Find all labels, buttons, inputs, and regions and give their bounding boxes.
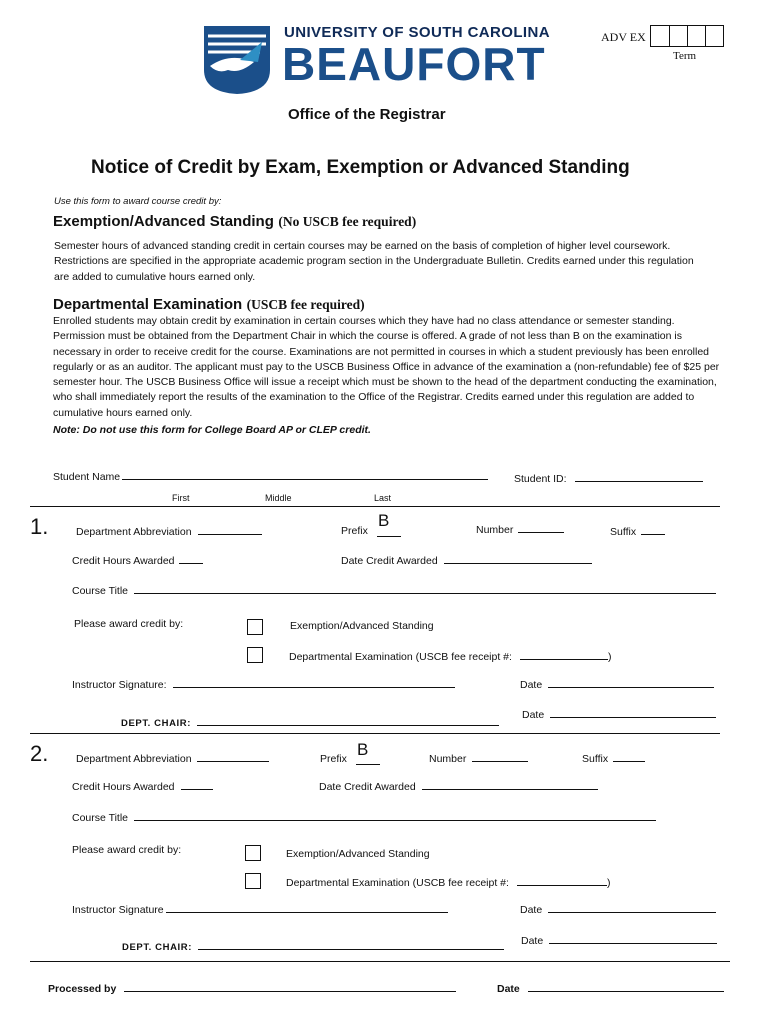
course2-prefix-field[interactable] — [356, 764, 380, 765]
course2-credit-hours: Credit Hours Awarded — [72, 781, 213, 793]
first-label: First — [172, 493, 190, 503]
exemption-body: Semester hours of advanced standing credit in certain courses may be earned on the basis of completion of higher level coursework. Restrictions are specified in the appropriate academic program section in the Undergraduate Bulletin. Credits earned under this regulation are added to cumulative hours earned only. — [54, 240, 694, 283]
course1-chair-date-field[interactable] — [550, 717, 716, 718]
course2-number-field[interactable] — [472, 761, 528, 762]
course1-dept-abbrev: Department Abbreviation — [76, 526, 262, 538]
processed-by-field[interactable] — [124, 991, 456, 992]
course2-prefix: Prefix — [320, 753, 347, 765]
course1-prefix: Prefix — [341, 525, 368, 537]
course2-number-label: Number — [429, 753, 528, 765]
course1-exemption-option: Exemption/Advanced Standing — [290, 620, 434, 632]
exemption-heading — [53, 213, 416, 231]
departmental-heading-text: Departmental Examination — [53, 296, 243, 313]
course2-exemption-checkbox[interactable] — [245, 845, 261, 861]
course1-prefix-field[interactable] — [377, 536, 401, 537]
course1-course-title: Course Title — [72, 585, 716, 597]
course2-departmental-checkbox[interactable] — [245, 873, 261, 889]
student-id-field[interactable] — [575, 481, 703, 482]
footer-divider — [30, 961, 730, 962]
intro-text: Use this form to award course credit by: — [54, 196, 222, 207]
logo-emblem — [200, 22, 274, 96]
departmental-body: Enrolled students may obtain credit by examination in certain courses which they have had no class attendance or semester standing. Permission must be obtained from the Department Chair in which the course is offered. A grade of not less than B on the examination is necessary in order to receive credit for the course. Examinations are not permitted in courses in which a student previously has been enrolled regularly or as an auditor. The applicant must pay to the USCB Business Office in advance of the examination a (non-refundable) fee of $25 per semester hour. The USCB Business Office will issue a receipt which must be shown to the head of the department conducting the examination, who shall immediately report the results of the examination to the Office of the Registrar. Credits earned under this regulation are added to cumulative hours earned only. — [53, 315, 720, 419]
middle-label: Middle — [265, 493, 292, 503]
departmental-note: Note: Do not use this form for College Board AP or CLEP credit. — [53, 424, 371, 436]
course1-credit-hours-field[interactable] — [179, 563, 203, 564]
course1-number: 1. — [30, 514, 49, 539]
course1-dept-field[interactable] — [198, 534, 262, 535]
term-label: Term — [673, 50, 697, 62]
course2-instructor-date-field[interactable] — [548, 912, 716, 913]
course1-course-title-field[interactable] — [134, 593, 716, 594]
adv-ex-label: ADV EX — [601, 30, 646, 44]
course2-instructor-date: Date — [520, 904, 716, 916]
course1-award-by: Please award credit by: — [74, 618, 184, 630]
course2-date-credit-field[interactable] — [422, 789, 598, 790]
term-boxes[interactable] — [650, 25, 724, 47]
course2-dept-chair-field[interactable] — [198, 949, 504, 950]
student-name-label: Student Name — [53, 471, 488, 483]
course1-instructor-signature-field[interactable] — [173, 687, 455, 688]
processed-by: Processed by — [48, 979, 456, 997]
course1-instructor-date: Date — [520, 679, 714, 691]
course2-prefix-value: B — [357, 740, 369, 759]
course2-instructor-signature: Instructor Signature — [72, 904, 448, 916]
course1-chair-date: Date — [522, 709, 716, 721]
course2-dept-field[interactable] — [197, 761, 269, 762]
course2-credit-hours-field[interactable] — [181, 789, 213, 790]
course1-instructor-signature: Instructor Signature: — [72, 679, 455, 691]
course1-date-credit-field[interactable] — [444, 563, 592, 564]
last-label: Last — [374, 493, 392, 503]
form-title: Notice of Credit by Exam, Exemption or Advanced Standing — [91, 157, 630, 178]
university-logo — [200, 22, 572, 96]
course2-instructor-signature-field[interactable] — [166, 912, 448, 913]
course1-prefix-value: B — [378, 511, 390, 530]
departmental-fee-note: (USCB fee required) — [246, 297, 365, 312]
course1-dept-chair-field[interactable] — [197, 725, 499, 726]
departmental-heading — [53, 296, 365, 314]
office-name: Office of the Registrar — [288, 106, 446, 123]
course1-number-label: Number — [476, 524, 564, 536]
university-line: UNIVERSITY OF SOUTH CAROLINA — [284, 24, 550, 41]
course1-suffix-field[interactable] — [641, 534, 665, 535]
course2-departmental-option: Departmental Examination (USCB fee receipt #: ) — [286, 877, 611, 889]
student-name-field[interactable] — [122, 479, 488, 480]
course2-dept-abbrev: Department Abbreviation — [76, 753, 269, 765]
footer-date-field[interactable] — [528, 991, 724, 992]
campus-name: BEAUFORT — [282, 38, 546, 90]
course1-date-credit: Date Credit Awarded — [341, 555, 592, 567]
course2-number: 2. — [30, 741, 49, 766]
course2-dept-chair: DEPT. CHAIR: — [122, 937, 504, 955]
course2-chair-date-field[interactable] — [549, 943, 717, 944]
course2-receipt-field[interactable] — [517, 885, 607, 886]
course2-exemption-option: Exemption/Advanced Standing — [286, 848, 430, 860]
course-divider — [30, 733, 720, 734]
exemption-fee-note: (No USCB fee required) — [278, 214, 417, 229]
course1-exemption-checkbox[interactable] — [247, 619, 263, 635]
course2-award-by: Please award credit by: — [72, 844, 182, 856]
course2-course-title: Course Title — [72, 812, 656, 824]
course1-dept-chair: DEPT. CHAIR: — [121, 713, 499, 731]
course1-number-field[interactable] — [518, 532, 564, 533]
course2-date-credit: Date Credit Awarded — [319, 781, 598, 793]
course1-credit-hours: Credit Hours Awarded — [72, 555, 203, 567]
course2-course-title-field[interactable] — [134, 820, 656, 821]
course1-departmental-option: Departmental Examination (USCB fee receipt #: ) — [289, 651, 612, 663]
course1-instructor-date-field[interactable] — [548, 687, 714, 688]
course1-departmental-checkbox[interactable] — [247, 647, 263, 663]
course1-suffix: Suffix — [610, 526, 665, 538]
course2-suffix: Suffix — [582, 753, 645, 765]
footer-date: Date — [497, 979, 724, 997]
course2-suffix-field[interactable] — [613, 761, 645, 762]
exemption-heading-text: Exemption/Advanced Standing — [53, 213, 274, 230]
student-id-label: Student ID: — [514, 473, 703, 485]
course1-receipt-field[interactable] — [520, 659, 608, 660]
section-divider — [30, 506, 720, 507]
course2-chair-date: Date — [521, 935, 717, 947]
